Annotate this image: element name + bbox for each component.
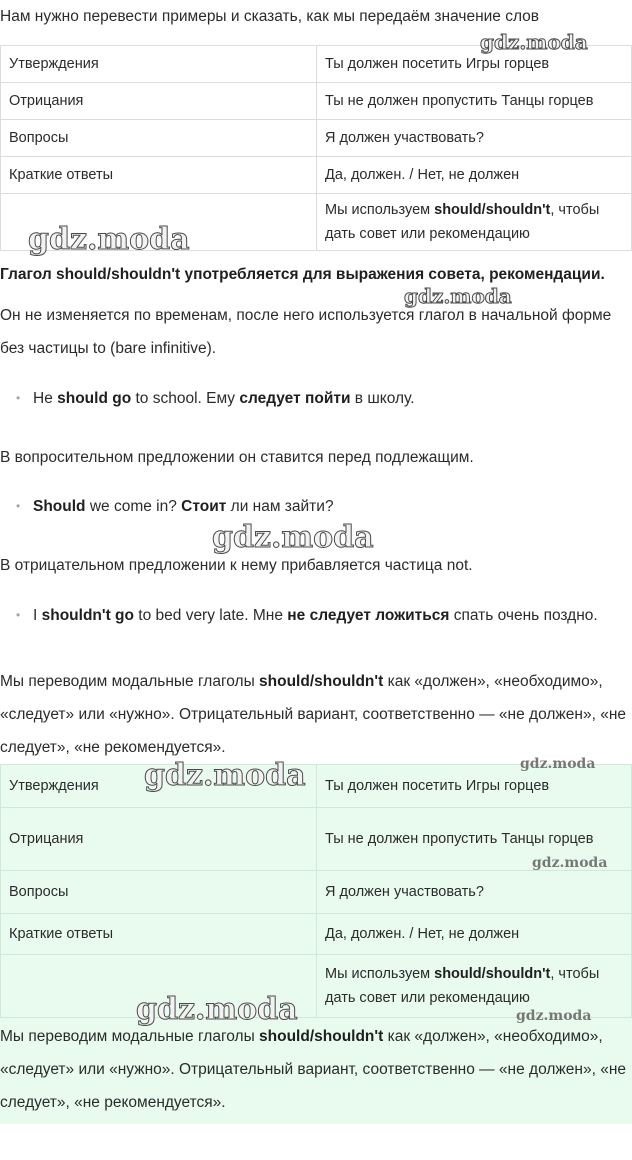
heading-bold: Глагол should/shouldn't употребляется для выражения совета, рекомендации. bbox=[0, 266, 605, 283]
bold: Стоит bbox=[181, 498, 227, 515]
list-item bbox=[16, 490, 616, 523]
paragraph-negative: В отрицательном предложении к нему прибавляется частица not. bbox=[0, 557, 473, 574]
text: ли нам зайти? bbox=[226, 498, 334, 515]
summary-table-1 bbox=[0, 45, 632, 251]
table-cell: Утверждения bbox=[1, 46, 317, 83]
table-row bbox=[1, 871, 632, 914]
table-cell: Вопросы bbox=[1, 871, 317, 914]
text: как «должен», «необходимо», «следует» или «нужно». Отрицательный вариант, соответственно — «не должен», «не следует», «не рекомендуется». bbox=[0, 673, 626, 756]
table-cell: Ты не должен пропустить Танцы горцев bbox=[317, 808, 632, 871]
table-cell: Ты должен посетить Игры горцев bbox=[317, 765, 632, 808]
bold: следует пойти bbox=[239, 390, 351, 407]
intro-text: Нам нужно перевести примеры и сказать, как мы передаём значение слов bbox=[0, 8, 540, 25]
table-cell: Да, должен. / Нет, не должен bbox=[317, 157, 632, 194]
table-cell: Вопросы bbox=[1, 120, 317, 157]
text: to school. Ему bbox=[131, 390, 240, 407]
table-cell: Я должен участвовать? bbox=[317, 120, 632, 157]
table-cell: Ты должен посетить Игры горцев bbox=[317, 46, 632, 83]
cell-text: , чтобы дать совет или рекомендацию bbox=[325, 202, 600, 242]
table-row bbox=[1, 120, 632, 157]
list-item bbox=[16, 599, 616, 632]
text: Мы переводим модальные глаголы bbox=[0, 1028, 260, 1045]
paragraph-translation bbox=[0, 665, 630, 764]
watermark: gdz.moda bbox=[28, 222, 190, 257]
table-cell bbox=[317, 194, 632, 251]
paragraph-question: В вопросительном предложении он ставится перед подлежащим. bbox=[0, 449, 474, 466]
watermark: gdz.moda bbox=[404, 284, 512, 308]
table-cell: Утверждения bbox=[1, 765, 317, 808]
list-item bbox=[16, 382, 616, 415]
table-cell: Краткие ответы bbox=[1, 914, 317, 955]
text: to bed very late. Мне bbox=[133, 607, 288, 624]
table-row bbox=[1, 914, 632, 955]
watermark: gdz.moda bbox=[516, 1008, 592, 1024]
table-cell: Да, должен. / Нет, не должен bbox=[317, 914, 632, 955]
watermark: gdz.moda bbox=[520, 756, 596, 772]
watermark: gdz.moda bbox=[144, 758, 306, 793]
table-cell: Я должен участвовать? bbox=[317, 871, 632, 914]
heading-rule bbox=[0, 258, 630, 291]
table-cell: Отрицания bbox=[1, 808, 317, 871]
cell-bold: should/shouldn't bbox=[434, 202, 551, 218]
text: в школу. bbox=[350, 390, 415, 407]
paragraph-tense: Он не изменяется по временам, после него используется глагол в начальной форме без частицы to (bare infinitive). bbox=[0, 307, 612, 357]
text: как «должен», «необходимо», «следует» или «нужно». Отрицательный вариант, соответственно — «не должен», «не следует», «не рекомендуется». bbox=[0, 1028, 626, 1111]
bold: should go bbox=[57, 390, 132, 407]
text: He bbox=[33, 390, 58, 407]
summary-table-2 bbox=[0, 764, 632, 1018]
bold: should/shouldn't bbox=[259, 673, 384, 690]
table-cell: Краткие ответы bbox=[1, 157, 317, 194]
text: we come in? bbox=[85, 498, 182, 515]
text: I bbox=[33, 607, 42, 624]
table-cell: Ты не должен пропустить Танцы горцев bbox=[317, 83, 632, 120]
watermark: gdz.moda bbox=[532, 855, 608, 871]
watermark: gdz.moda bbox=[212, 520, 374, 555]
watermark: gdz.moda bbox=[480, 30, 588, 54]
paragraph-translation-answer bbox=[0, 1020, 630, 1119]
table-row bbox=[1, 83, 632, 120]
bold: shouldn't go bbox=[41, 607, 134, 624]
cell-text: , чтобы дать совет или рекомендацию bbox=[325, 966, 600, 1006]
bold: should/shouldn't bbox=[259, 1028, 384, 1045]
bold: Should bbox=[33, 498, 86, 515]
cell-text: Мы используем bbox=[325, 202, 435, 218]
bold: не следует ложиться bbox=[287, 607, 450, 624]
cell-bold: should/shouldn't bbox=[434, 966, 551, 982]
table-row bbox=[1, 157, 632, 194]
table-cell: Отрицания bbox=[1, 83, 317, 120]
cell-text: Мы используем bbox=[325, 966, 435, 982]
watermark: gdz.moda bbox=[136, 992, 298, 1027]
text: Мы переводим модальные глаголы bbox=[0, 673, 260, 690]
text: спать очень поздно. bbox=[449, 607, 598, 624]
